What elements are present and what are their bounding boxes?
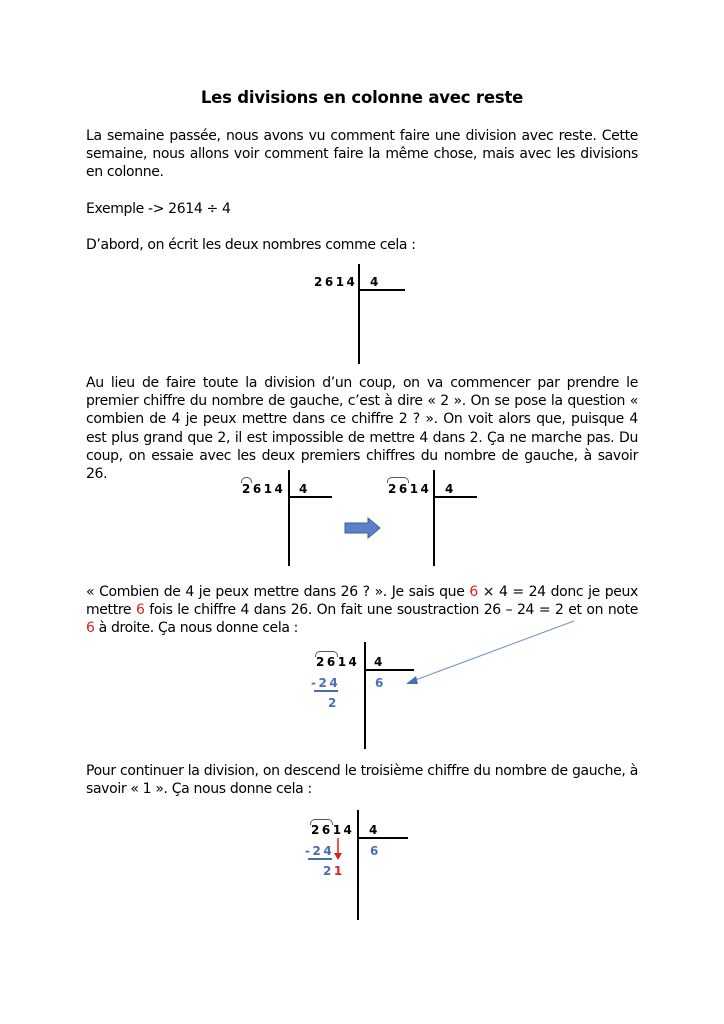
highlight-six: 6 (86, 620, 95, 637)
dividend: 2614 (242, 482, 286, 496)
remainder-digit: 2 (323, 864, 334, 878)
explanation-paragraph: Au lieu de faire toute la division d’un coup, on va commencer par prendre le premier chiffre du nombre de gauche, c’est à dire « 2 ». On se pose la question « combien de 4 je peux mettre dans ce chiffre 2 ? ». On voit alors que, puisque 4 est plus grand que 2, il est impossible de mettre 4 dans 2. Ça ne marche pas. Du coup, on essaie avec les deux premiers chiffres du nombre de gauche, à savoir 26. (86, 375, 638, 483)
divisor: 4 (445, 482, 456, 496)
highlight-six: 6 (135, 602, 145, 619)
dividend: 2614 (316, 655, 360, 669)
right-arrow-icon (344, 517, 382, 539)
dividend: 2614 (388, 482, 432, 496)
quotient: 6 (370, 844, 381, 858)
text-segment: « Combien de 4 je peux mettre dans 26 ? ». Je sais que (86, 584, 470, 600)
first-step-text: D’abord, on écrit les deux nombres comme cela : (86, 237, 416, 253)
division-vertical-line (364, 642, 366, 749)
division-vertical-line (433, 470, 435, 566)
new-partial-dividend (323, 864, 345, 878)
subtraction-value: -24 (305, 844, 335, 858)
quotient: 6 (375, 676, 386, 690)
dividend: 2614 (311, 823, 355, 837)
division-vertical-line (358, 264, 360, 364)
dividend: 2614 (314, 275, 358, 289)
subtraction-line (314, 690, 338, 692)
division-horizontal-line (289, 496, 332, 498)
divisor: 4 (299, 482, 310, 496)
divisor: 4 (374, 655, 385, 669)
continue-paragraph: Pour continuer la division, on descend le troisième chiffre du nombre de gauche, à savoir « 1 ». Ça nous donne cela : (86, 763, 638, 798)
text-segment: × 4 = 24 donc je peux mettre (86, 584, 638, 619)
divisor: 4 (370, 275, 381, 289)
page-title: Les divisions en colonne avec reste (200, 88, 524, 107)
subtraction-value: -24 (311, 676, 341, 690)
division-vertical-line (357, 810, 359, 920)
remainder: 2 (328, 696, 339, 710)
example-line: Exemple -> 2614 ÷ 4 (86, 201, 231, 217)
subtraction-line (308, 858, 332, 860)
brought-down-digit: 1 (333, 864, 345, 878)
division-horizontal-line (359, 289, 405, 291)
text-segment: à droite. Ça nous donne cela : (94, 620, 299, 637)
annotation-arrow-icon (400, 618, 580, 690)
intro-paragraph: La semaine passée, nous avons vu comment faire une division avec reste. Cette semaine, nous allons voir comment faire la même chose, mais avec les divisions en colonne. (86, 128, 638, 181)
divisor: 4 (369, 823, 380, 837)
highlight-six: 6 (469, 584, 478, 600)
text-segment: fois le chiffre 4 dans 26. On fait une soustraction 26 – 24 = 2 et on note (144, 602, 638, 619)
division-horizontal-line (434, 496, 477, 498)
division-horizontal-line (358, 837, 408, 839)
division-vertical-line (288, 470, 290, 566)
down-arrow-icon (333, 838, 343, 862)
